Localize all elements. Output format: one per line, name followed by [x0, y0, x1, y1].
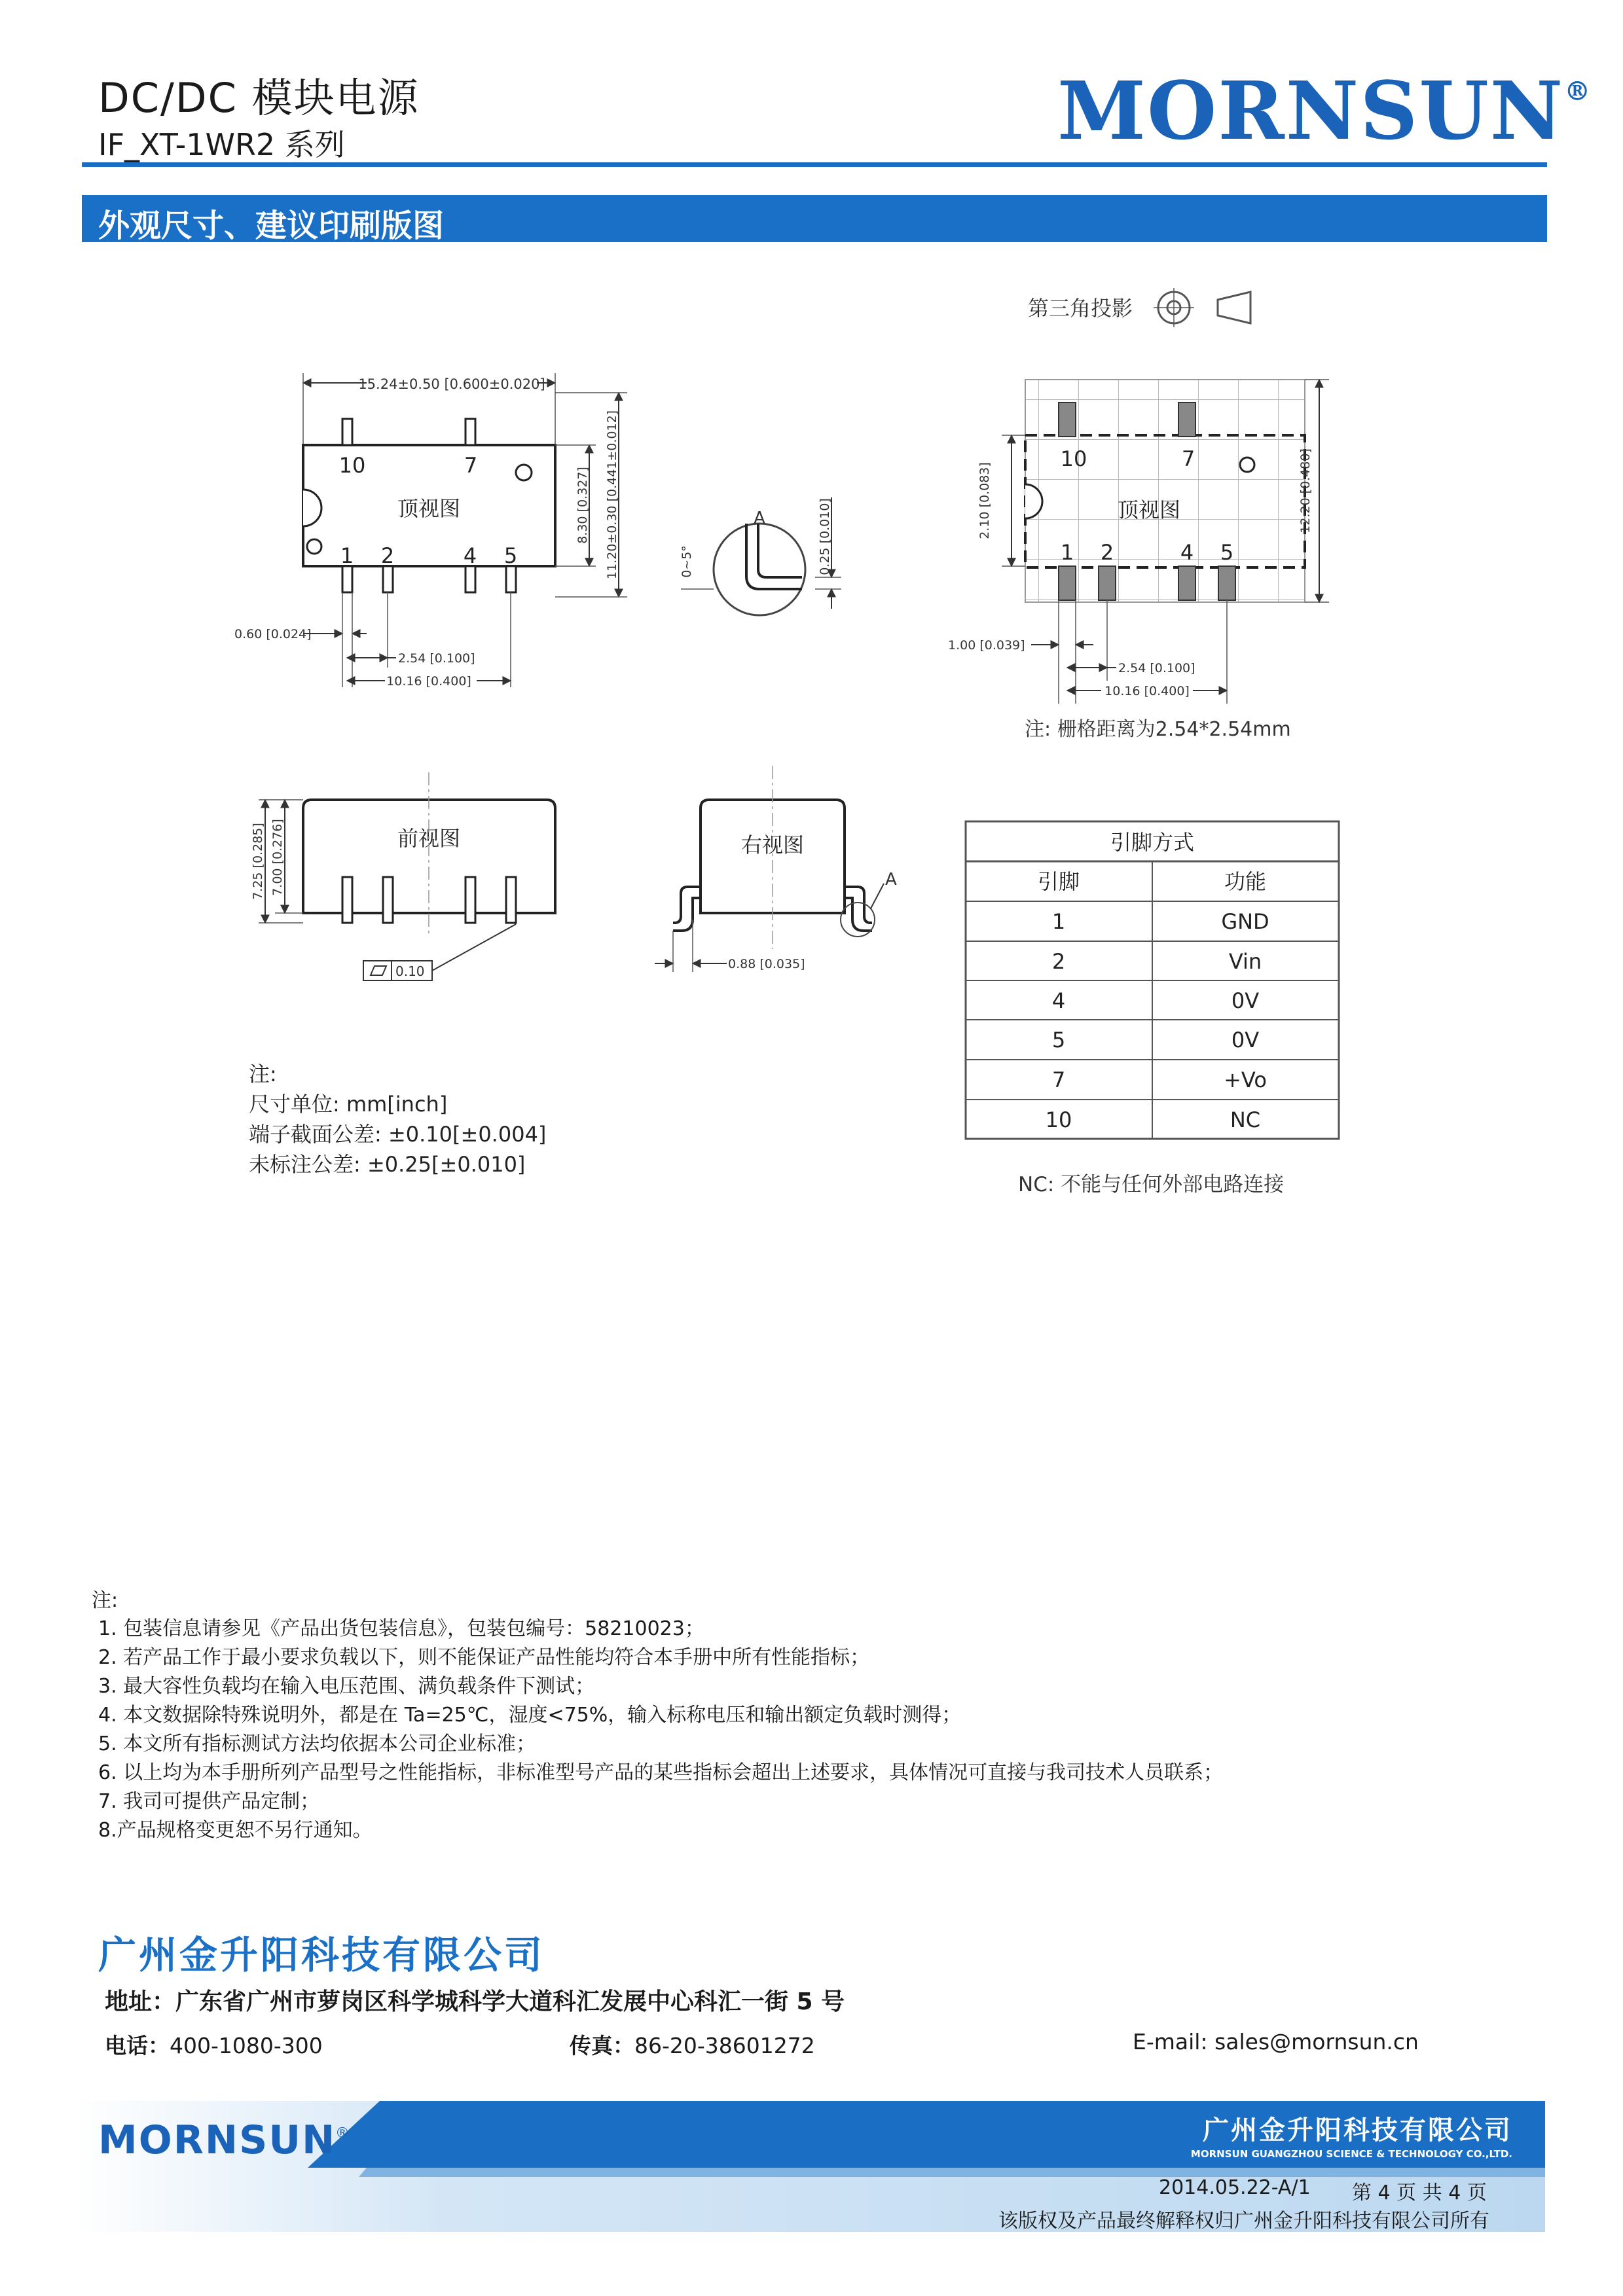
note-item: 3. 最大容性负载均在输入电压范围、满负载条件下测试；: [98, 1675, 595, 1698]
projection-label: 第三角投影: [1028, 296, 1133, 321]
pin-table-cell: GND: [1221, 909, 1269, 934]
fax-label: 传真：: [570, 2033, 634, 2058]
footer-logo-reg: ®: [335, 2125, 350, 2142]
pin-label-7: 7: [464, 453, 478, 478]
note-item: 8.产品规格变更恕不另行通知。: [98, 1819, 373, 1842]
company-name: 广州金升阳科技有限公司: [98, 1933, 545, 1977]
detail-angle: 0~5°: [680, 545, 694, 578]
top-view-drawing: [234, 373, 627, 689]
right-view-dim: 0.88 [0.035]: [728, 957, 805, 971]
note-item: 1. 包装信息请参见《产品出货包装信息》，包装包编号：58210023；: [98, 1617, 704, 1640]
notes-head: 注:: [92, 1589, 119, 1612]
logo-text: MORNSUN: [1057, 63, 1565, 158]
drawing-notes-head: 注:: [249, 1062, 277, 1086]
fp-pin-label-10: 10: [1060, 446, 1087, 471]
fp-pin-label-1: 1: [1060, 540, 1074, 565]
dim-span: 10.16 [0.400]: [386, 674, 471, 689]
company-phone: [105, 2029, 323, 2060]
pin-table-header-pin: 引脚: [1037, 869, 1080, 894]
pin-table-cell: 10: [1045, 1107, 1072, 1132]
footprint-drawing: [948, 380, 1329, 741]
fp-dim-left: 2.10 [0.083]: [977, 462, 992, 539]
document-title: DC/DC 模块电源: [98, 74, 420, 122]
fp-dim-pad: 1.00 [0.039]: [948, 638, 1025, 653]
fp-dim-pitch: 2.54 [0.100]: [1118, 661, 1195, 675]
detail-a-label: A: [754, 509, 765, 528]
right-view-detail-label: A: [885, 870, 897, 889]
note-item: 2. 若产品工作于最小要求负载以下，则不能保证产品性能均符合本手册中所有性能指标；: [98, 1646, 870, 1669]
fp-dim-span: 10.16 [0.400]: [1104, 684, 1190, 698]
pin-label-1: 1: [340, 543, 354, 568]
fax-number: 86-20-38601272: [634, 2033, 815, 2058]
pin-table: [966, 821, 1339, 1139]
note-item: 4. 本文数据除特殊说明外，都是在 Ta=25℃，湿度<75%，输入标称电压和输出额定负载时测得；: [98, 1704, 962, 1727]
pin-table-cell: 4: [1051, 988, 1066, 1013]
pin-table-cell: 7: [1051, 1067, 1066, 1092]
front-view-label: 前视图: [397, 826, 461, 851]
pin-table-cell: NC: [1230, 1107, 1261, 1132]
pin-table-cell: Vin: [1228, 949, 1262, 974]
series-name: IF_XT-1WR2 系列: [98, 127, 345, 162]
fp-dim-right: 12.20 [0.480]: [1298, 448, 1313, 533]
note-item: 7. 我司可提供产品定制；: [98, 1790, 320, 1813]
pin-table-cell: +Vo: [1224, 1067, 1267, 1092]
pin-table-header-function: 功能: [1224, 869, 1267, 894]
drawing-note-general-tolerance: 未标注公差: ±0.25[±0.010]: [249, 1152, 526, 1177]
pin-label-10: 10: [338, 453, 366, 478]
note-item: 6. 以上均为本手册所列产品型号之性能指标，非标准型号产品的某些指标会超出上述要求，具体情况可直接与我司技术人员联系；: [98, 1761, 1224, 1784]
footer-page: 第 4 页 共 4 页: [1352, 2181, 1487, 2204]
right-view-drawing: [655, 766, 897, 972]
top-view-label: 顶视图: [397, 496, 461, 521]
footer-logo: MORNSUN: [98, 2117, 337, 2163]
pin-label-2: 2: [380, 543, 395, 568]
nc-note: NC: 不能与任何外部电路连接: [1018, 1173, 1285, 1196]
footer-date: 2014.05.22-A/1: [1159, 2176, 1311, 2199]
footer-company-cn: 广州金升阳科技有限公司: [1203, 2115, 1512, 2145]
pin-table-cell: 0V: [1231, 1028, 1260, 1052]
phone-number: 400-1080-300: [170, 2033, 323, 2058]
detail-a-drawing: [680, 497, 841, 615]
dim-inner-height: 7.00 [0.276]: [270, 819, 285, 896]
fp-pin-label-5: 5: [1220, 540, 1234, 565]
fp-view-label: 顶视图: [1117, 497, 1181, 522]
drawing-note-units: 尺寸单位: mm[inch]: [249, 1092, 448, 1117]
right-view-label: 右视图: [740, 833, 805, 857]
note-item: 5. 本文所有指标测试方法均依据本公司企业标准；: [98, 1732, 536, 1755]
dim-body-height: 8.30 [0.327]: [575, 467, 590, 544]
detail-dim: 0.25 [0.010]: [818, 498, 832, 575]
dim-pin-width: 0.60 [0.024]: [234, 627, 312, 641]
footer-copyright: 该版权及产品最终解释权归广州金升阳科技有限公司所有: [998, 2210, 1489, 2233]
registered-mark: ®: [1564, 76, 1592, 107]
fp-pin-label-4: 4: [1180, 540, 1194, 565]
company-email[interactable]: E-mail: sales@mornsun.cn: [1133, 2029, 1419, 2054]
dim-outer-height: 7.25 [0.285]: [251, 823, 265, 900]
pin-label-4: 4: [463, 543, 477, 568]
phone-label: 电话：: [105, 2033, 170, 2058]
drawing-note-terminal-tolerance: 端子截面公差: ±0.10[±0.004]: [249, 1122, 547, 1147]
section-title: 外观尺寸、建议印刷版图: [98, 207, 445, 244]
dim-pitch: 2.54 [0.100]: [398, 651, 475, 666]
dim-length: 15.24±0.50 [0.600±0.020]: [358, 376, 545, 392]
footer-company-en: MORNSUN GUANGZHOU SCIENCE & TECHNOLOGY CO.,LTD.: [1190, 2148, 1512, 2160]
front-view-drawing: [251, 772, 555, 980]
flatness-value: 0.10: [395, 963, 425, 979]
pin-label-5: 5: [503, 543, 518, 568]
grid-note: 注: 栅格距离为2.54*2.54mm: [1025, 718, 1291, 741]
company-address: 地址：广东省广州市萝岗区科学城科学大道科汇发展中心科汇一街 5 号: [105, 1988, 845, 2015]
pin-table-cell: 1: [1051, 909, 1066, 934]
pin-table-cell: 0V: [1231, 988, 1260, 1013]
company-fax: [570, 2029, 815, 2060]
dim-overall-height: 11.20±0.30 [0.441±0.012]: [605, 410, 619, 580]
pin-table-cell: 2: [1051, 949, 1066, 974]
third-angle-projection-icon: [1154, 288, 1250, 327]
pin-table-cell: 5: [1051, 1028, 1066, 1052]
fp-pin-label-7: 7: [1181, 446, 1195, 471]
pin-table-caption: 引脚方式: [1110, 830, 1195, 855]
fp-pin-label-2: 2: [1100, 540, 1114, 565]
